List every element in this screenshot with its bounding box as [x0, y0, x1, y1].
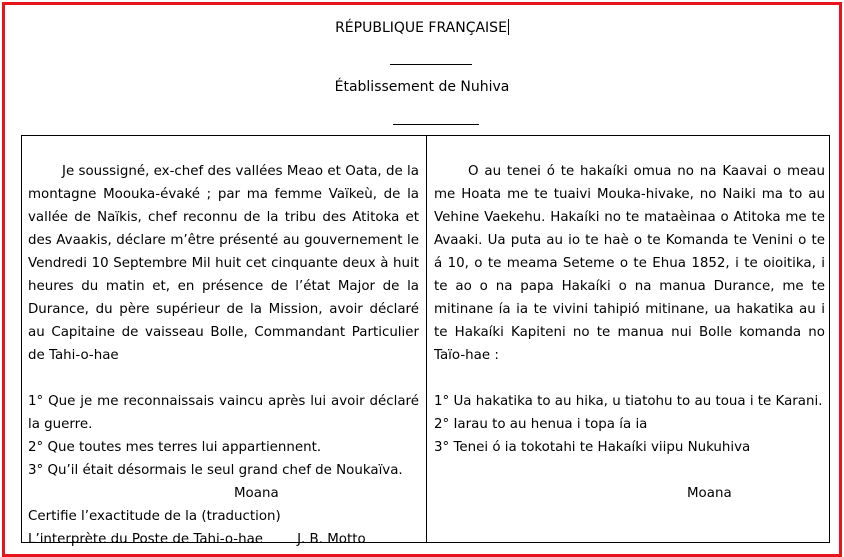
document-frame — [2, 2, 842, 557]
marquesan-item-2: 2° Iarau to au henua i topa ía ia — [434, 417, 648, 432]
french-certify: Certifie l’exactitude de la (traduction) — [28, 509, 281, 524]
bilingual-table — [21, 135, 830, 547]
marquesan-intro: O au tenei ó te hakaíki omua no na Kaavai o meau me Hoata me te tuaivi Mouka-hivake, no Naiki ma to au Vehine Vaekehu. Hakaíki no te mataèinaa o Atitoka me te Avaaki. Ua puta au io te haè o te Komanda te Venini o te á 10, o te meama Seteme o te Ehua 1852, i te oioitika, i te ao o na papa Hakaíki o na manua Durance, me te mitinane ía ia te vivini tahipió mitinane, ua hakatika au i te Hakaíki Kapiteni no te manua nui Bolle komanda no Taïo-hae : — [434, 164, 825, 363]
french-interpreter-line — [28, 528, 419, 551]
french-signature: Moana — [234, 486, 279, 501]
french-item-3: 3° Qu’il était désormais le seul grand chef de Noukaïva. — [28, 463, 403, 478]
french-column — [28, 160, 419, 551]
marquesan-column — [434, 160, 825, 505]
marquesan-item-3: 3° Tenei ó ia tokotahi te Hakaíki viipu Nukuhiva — [434, 440, 751, 455]
marquesan-signature: Moana — [687, 486, 732, 501]
title-rule — [390, 64, 472, 65]
subtitle-rule — [393, 124, 479, 125]
text-cursor — [508, 19, 509, 35]
document-subtitle: Établissement de Nuhiva — [334, 79, 510, 95]
interpreter-title: L’interprète du Poste de Tahi-o-hae — [28, 532, 264, 547]
french-intro: Je soussigné, ex-chef des vallées Meao et Oata, de la montagne Moouka-évaké ; par ma femme Vaïkeù, de la vallée de Naïkis, chef reconnu de la tribu des Atitoka et des Avaakis, déclare m’être présenté au gouvernement le Vendredi 10 Septembre Mil huit cet cinquante deux à huit heures du matin et, en présence de l’état Major de la Durance, du père supérieur de la Mission, avoir déclaré au Capitaine de vaisseau Bolle, Commandant Particulier de Tahi-o-hae — [28, 164, 419, 363]
french-item-1: 1° Que je me reconnaissais vaincu après lui avoir déclaré la guerre. — [28, 394, 419, 432]
interpreter-name: J. B. Motto — [297, 532, 366, 547]
column-divider — [426, 136, 427, 542]
french-item-2: 2° Que toutes mes terres lui appartiennent. — [28, 440, 322, 455]
document-title: RÉPUBLIQUE FRANÇAISE — [335, 20, 507, 36]
marquesan-item-1: 1° Ua hakatika to au hika, u tiatohu to au toua i te Karani. — [434, 394, 823, 409]
